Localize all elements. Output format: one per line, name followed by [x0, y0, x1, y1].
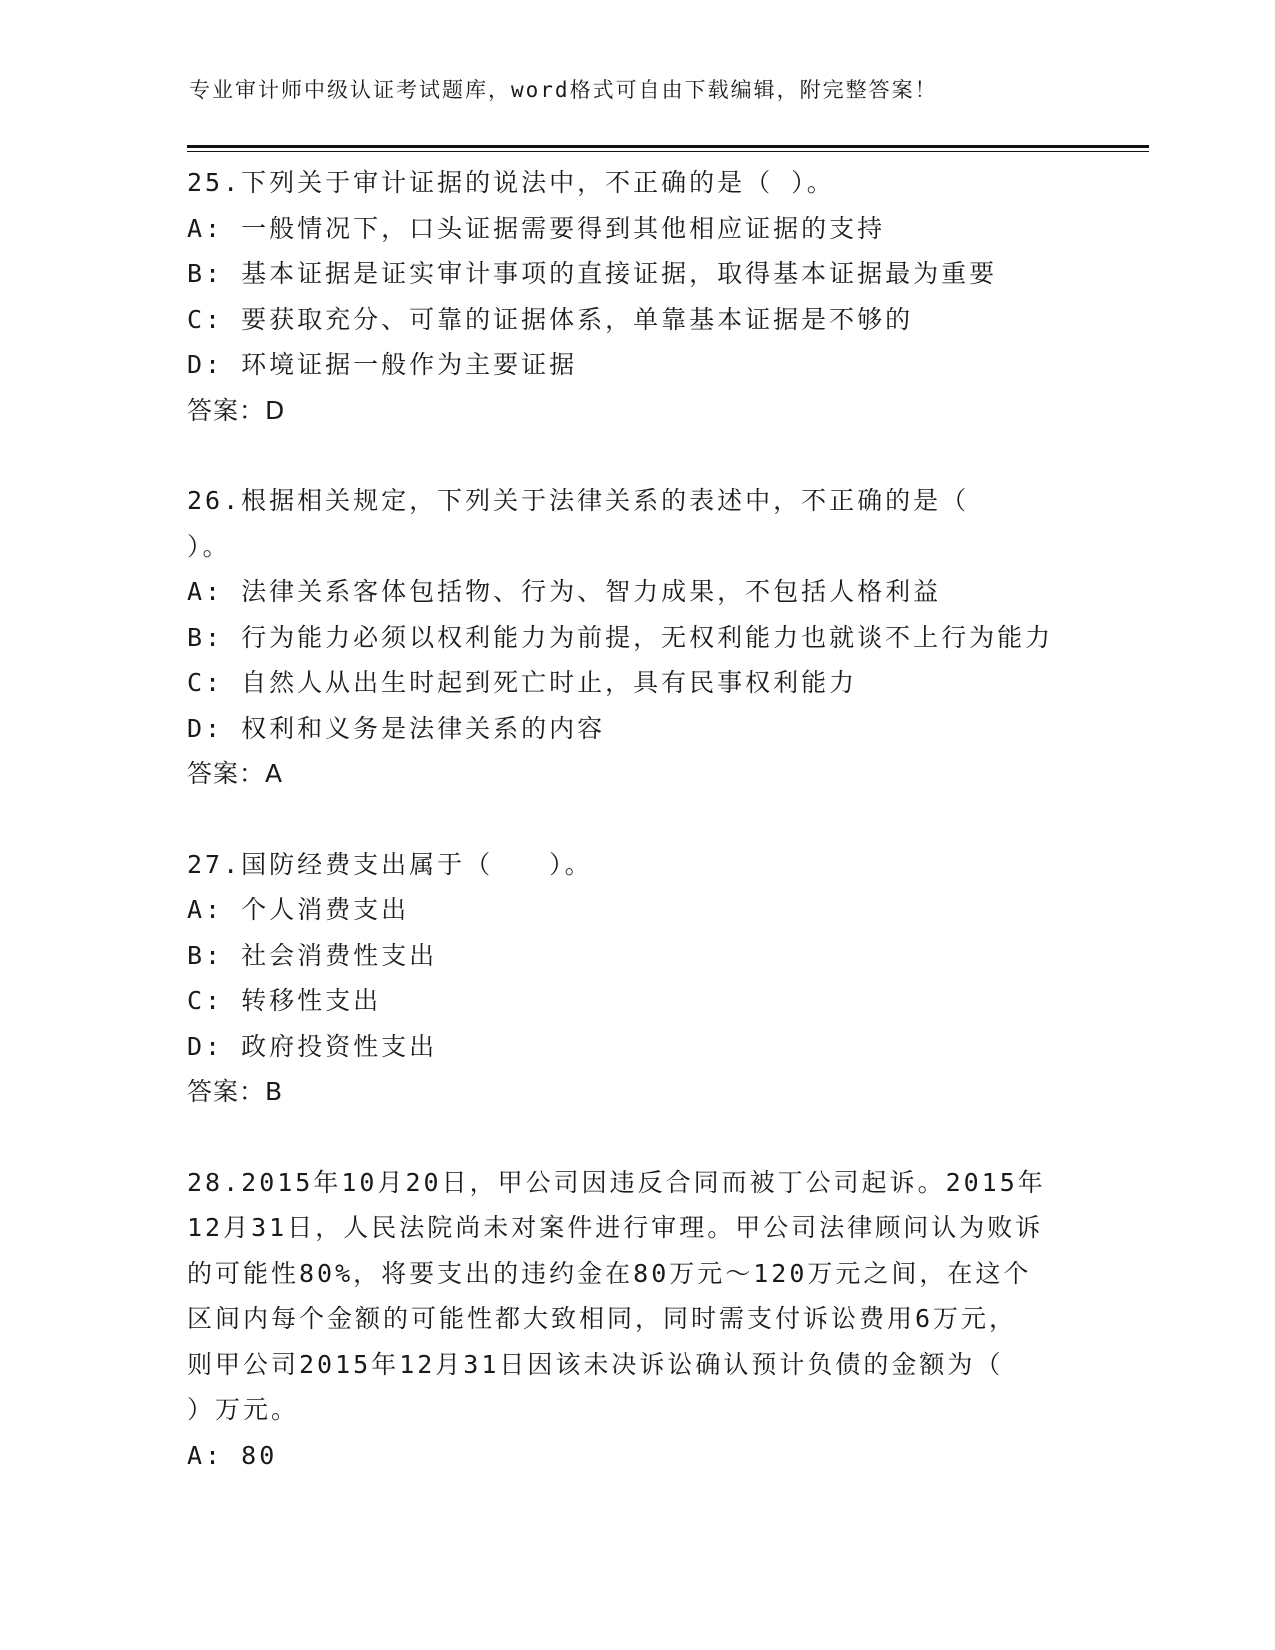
question-26 [187, 478, 1087, 797]
option-d: D: 政府投资性支出 [187, 1031, 438, 1061]
question-stem-continued: ）万元。 [187, 1395, 300, 1424]
question-stem: 26.根据相关规定，下列关于法律关系的表述中，不正确的是（ [187, 486, 970, 515]
header-rule-thin [187, 151, 1149, 152]
question-stem-continued: ）。 [187, 531, 231, 561]
option-d: D: 环境证据一般作为主要证据 [187, 350, 578, 379]
header-rule-thick [187, 145, 1149, 148]
option-a: A: 法律关系客体包括物、行为、智力成果，不包括人格利益 [187, 577, 942, 606]
question-stem-continued: 的可能性80%，将要支出的违约金在80万元～120万元之间，在这个 [187, 1258, 1032, 1288]
question-stem: 27.国防经费支出属于（ ）。 [187, 849, 593, 879]
option-d: D: 权利和义务是法律关系的内容 [187, 713, 606, 743]
page-header: 专业审计师中级认证考试题库，word格式可自由下载编辑，附完整答案！ [189, 78, 938, 102]
option-b: B: 社会消费性支出 [187, 940, 438, 970]
question-27 [187, 842, 1087, 1115]
option-b: B: 行为能力必须以权利能力为前提，无权利能力也就谈不上行为能力 [187, 622, 1054, 652]
option-b: B: 基本证据是证实审计事项的直接证据，取得基本证据最为重要 [187, 259, 998, 288]
question-28 [187, 1160, 1087, 1479]
question-stem-continued: 区间内每个金额的可能性都大致相同，同时需支付诉讼费用6万元， [187, 1304, 1018, 1333]
question-stem-continued: 12月31日，人民法院尚未对案件进行审理。甲公司法律顾问认为败诉 [187, 1213, 1044, 1242]
option-a: A: 80 [187, 1440, 278, 1470]
option-c: C: 自然人从出生时起到死亡时止，具有民事权利能力 [187, 668, 858, 697]
question-25 [187, 160, 1087, 433]
answer: 答案：B [187, 1077, 284, 1106]
option-a: A: 个人消费支出 [187, 895, 410, 924]
answer: 答案：D [187, 395, 286, 425]
option-c: C: 转移性支出 [187, 986, 382, 1015]
option-c: C: 要获取充分、可靠的证据体系，单靠基本证据是不够的 [187, 304, 914, 334]
question-stem-continued: 则甲公司2015年12月31日因该未决诉讼确认预计负债的金额为（ [187, 1349, 1004, 1379]
question-list [187, 160, 1087, 1478]
answer: 答案：A [187, 759, 284, 788]
question-stem: 25.下列关于审计证据的说法中，不正确的是（ ）。 [187, 168, 835, 197]
option-a: A: 一般情况下，口头证据需要得到其他相应证据的支持 [187, 213, 886, 243]
question-stem: 28.2015年10月20日，甲公司因违反合同而被丁公司起诉。2015年 [187, 1167, 1046, 1197]
